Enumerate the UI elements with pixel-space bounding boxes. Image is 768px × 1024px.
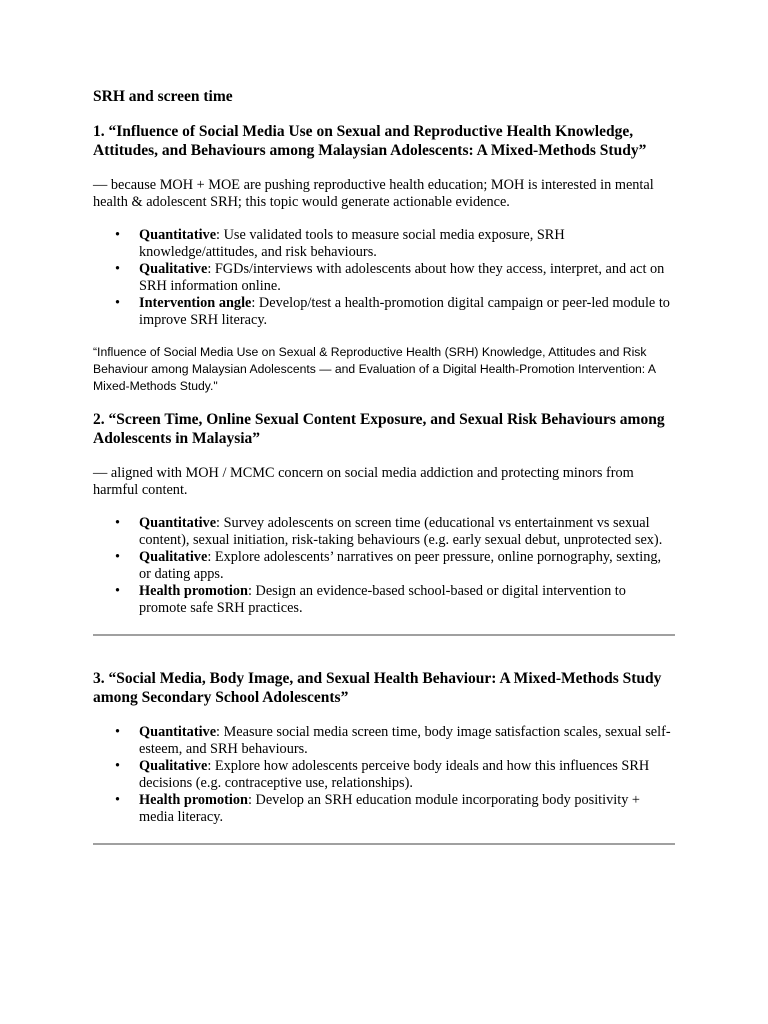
bullet-icon: • bbox=[115, 227, 121, 243]
list-item bbox=[115, 724, 675, 758]
list-item bbox=[115, 295, 675, 329]
horizontal-divider bbox=[93, 843, 675, 845]
section-heading: 3. “Social Media, Body Image, and Sexual Health Behaviour: A Mixed-Methods Study among Secondary School Adolescents” bbox=[93, 670, 662, 706]
point-text: : Survey adolescents on screen time (educational vs entertainment vs sexual content), sexual initiation, risk-taking behaviours (e.g. early sexual debut, unprotected sex). bbox=[139, 515, 663, 548]
point-term: Intervention angle bbox=[139, 295, 252, 311]
point-text: : FGDs/interviews with adolescents about how they access, interpret, and act on SRH information online. bbox=[139, 261, 665, 294]
list-item bbox=[115, 583, 675, 617]
proposed-title-note: “Influence of Social Media Use on Sexual & Reproductive Health (SRH) Knowledge, Attitudes and Risk Behaviour among Malaysian Adolescents — and Evaluation of a Digital Health-Promotion Intervention: A Mixed-Methods Study." bbox=[93, 345, 656, 393]
point-text: : Measure social media screen time, body image satisfaction scales, sexual self-esteem, and SRH behaviours. bbox=[139, 724, 671, 757]
point-text: : Use validated tools to measure social media exposure, SRH knowledge/attitudes, and risk behaviours. bbox=[139, 227, 565, 260]
point-term: Qualitative bbox=[139, 261, 208, 277]
section-intro: — because MOH + MOE are pushing reproductive health education; MOH is interested in mental health & adolescent SRH; this topic would generate actionable evidence. bbox=[93, 177, 654, 210]
point-term: Health promotion bbox=[139, 792, 248, 808]
section-3 bbox=[93, 669, 675, 826]
point-text: : Explore adolescents’ narratives on peer pressure, online pornography, sexting, or dating apps. bbox=[139, 549, 662, 582]
bullet-icon: • bbox=[115, 549, 121, 565]
point-term: Quantitative bbox=[139, 724, 217, 740]
list-item bbox=[115, 227, 675, 261]
section-1 bbox=[93, 122, 675, 395]
list-item bbox=[115, 792, 675, 826]
bullet-list bbox=[93, 227, 675, 329]
section-intro: — aligned with MOH / MCMC concern on social media addiction and protecting minors from harmful content. bbox=[93, 465, 634, 498]
bullet-icon: • bbox=[115, 515, 121, 531]
list-item bbox=[115, 549, 675, 583]
point-text: : Develop an SRH education module incorporating body positivity + media literacy. bbox=[139, 792, 640, 825]
point-term: Qualitative bbox=[139, 758, 208, 774]
bullet-icon: • bbox=[115, 261, 121, 277]
point-term: Health promotion bbox=[139, 583, 248, 599]
point-text: : Explore how adolescents perceive body ideals and how this influences SRH decisions (e.g. contraceptive use, relationships). bbox=[139, 758, 650, 791]
bullet-list bbox=[93, 724, 675, 826]
point-term: Quantitative bbox=[139, 515, 217, 531]
list-item bbox=[115, 261, 675, 295]
section-heading: 1. “Influence of Social Media Use on Sexual and Reproductive Health Knowledge, Attitudes, and Behaviours among Malaysian Adolescents: A Mixed-Methods Study” bbox=[93, 123, 647, 159]
section-heading: 2. “Screen Time, Online Sexual Content Exposure, and Sexual Risk Behaviours among Adolescents in Malaysia” bbox=[93, 411, 665, 447]
point-text: : Develop/test a health-promotion digital campaign or peer-led module to improve SRH literacy. bbox=[139, 295, 670, 328]
list-item bbox=[115, 758, 675, 792]
section-2 bbox=[93, 410, 675, 617]
point-text: : Design an evidence-based school-based or digital intervention to promote safe SRH practices. bbox=[139, 583, 626, 616]
bullet-icon: • bbox=[115, 295, 121, 311]
horizontal-divider bbox=[93, 634, 675, 636]
bullet-icon: • bbox=[115, 792, 121, 808]
document-title: SRH and screen time bbox=[93, 88, 233, 105]
bullet-icon: • bbox=[115, 758, 121, 774]
bullet-list bbox=[93, 515, 675, 617]
bullet-icon: • bbox=[115, 583, 121, 599]
bullet-icon: • bbox=[115, 724, 121, 740]
document-page bbox=[93, 87, 675, 878]
list-item bbox=[115, 515, 675, 549]
point-term: Qualitative bbox=[139, 549, 208, 565]
point-term: Quantitative bbox=[139, 227, 217, 243]
